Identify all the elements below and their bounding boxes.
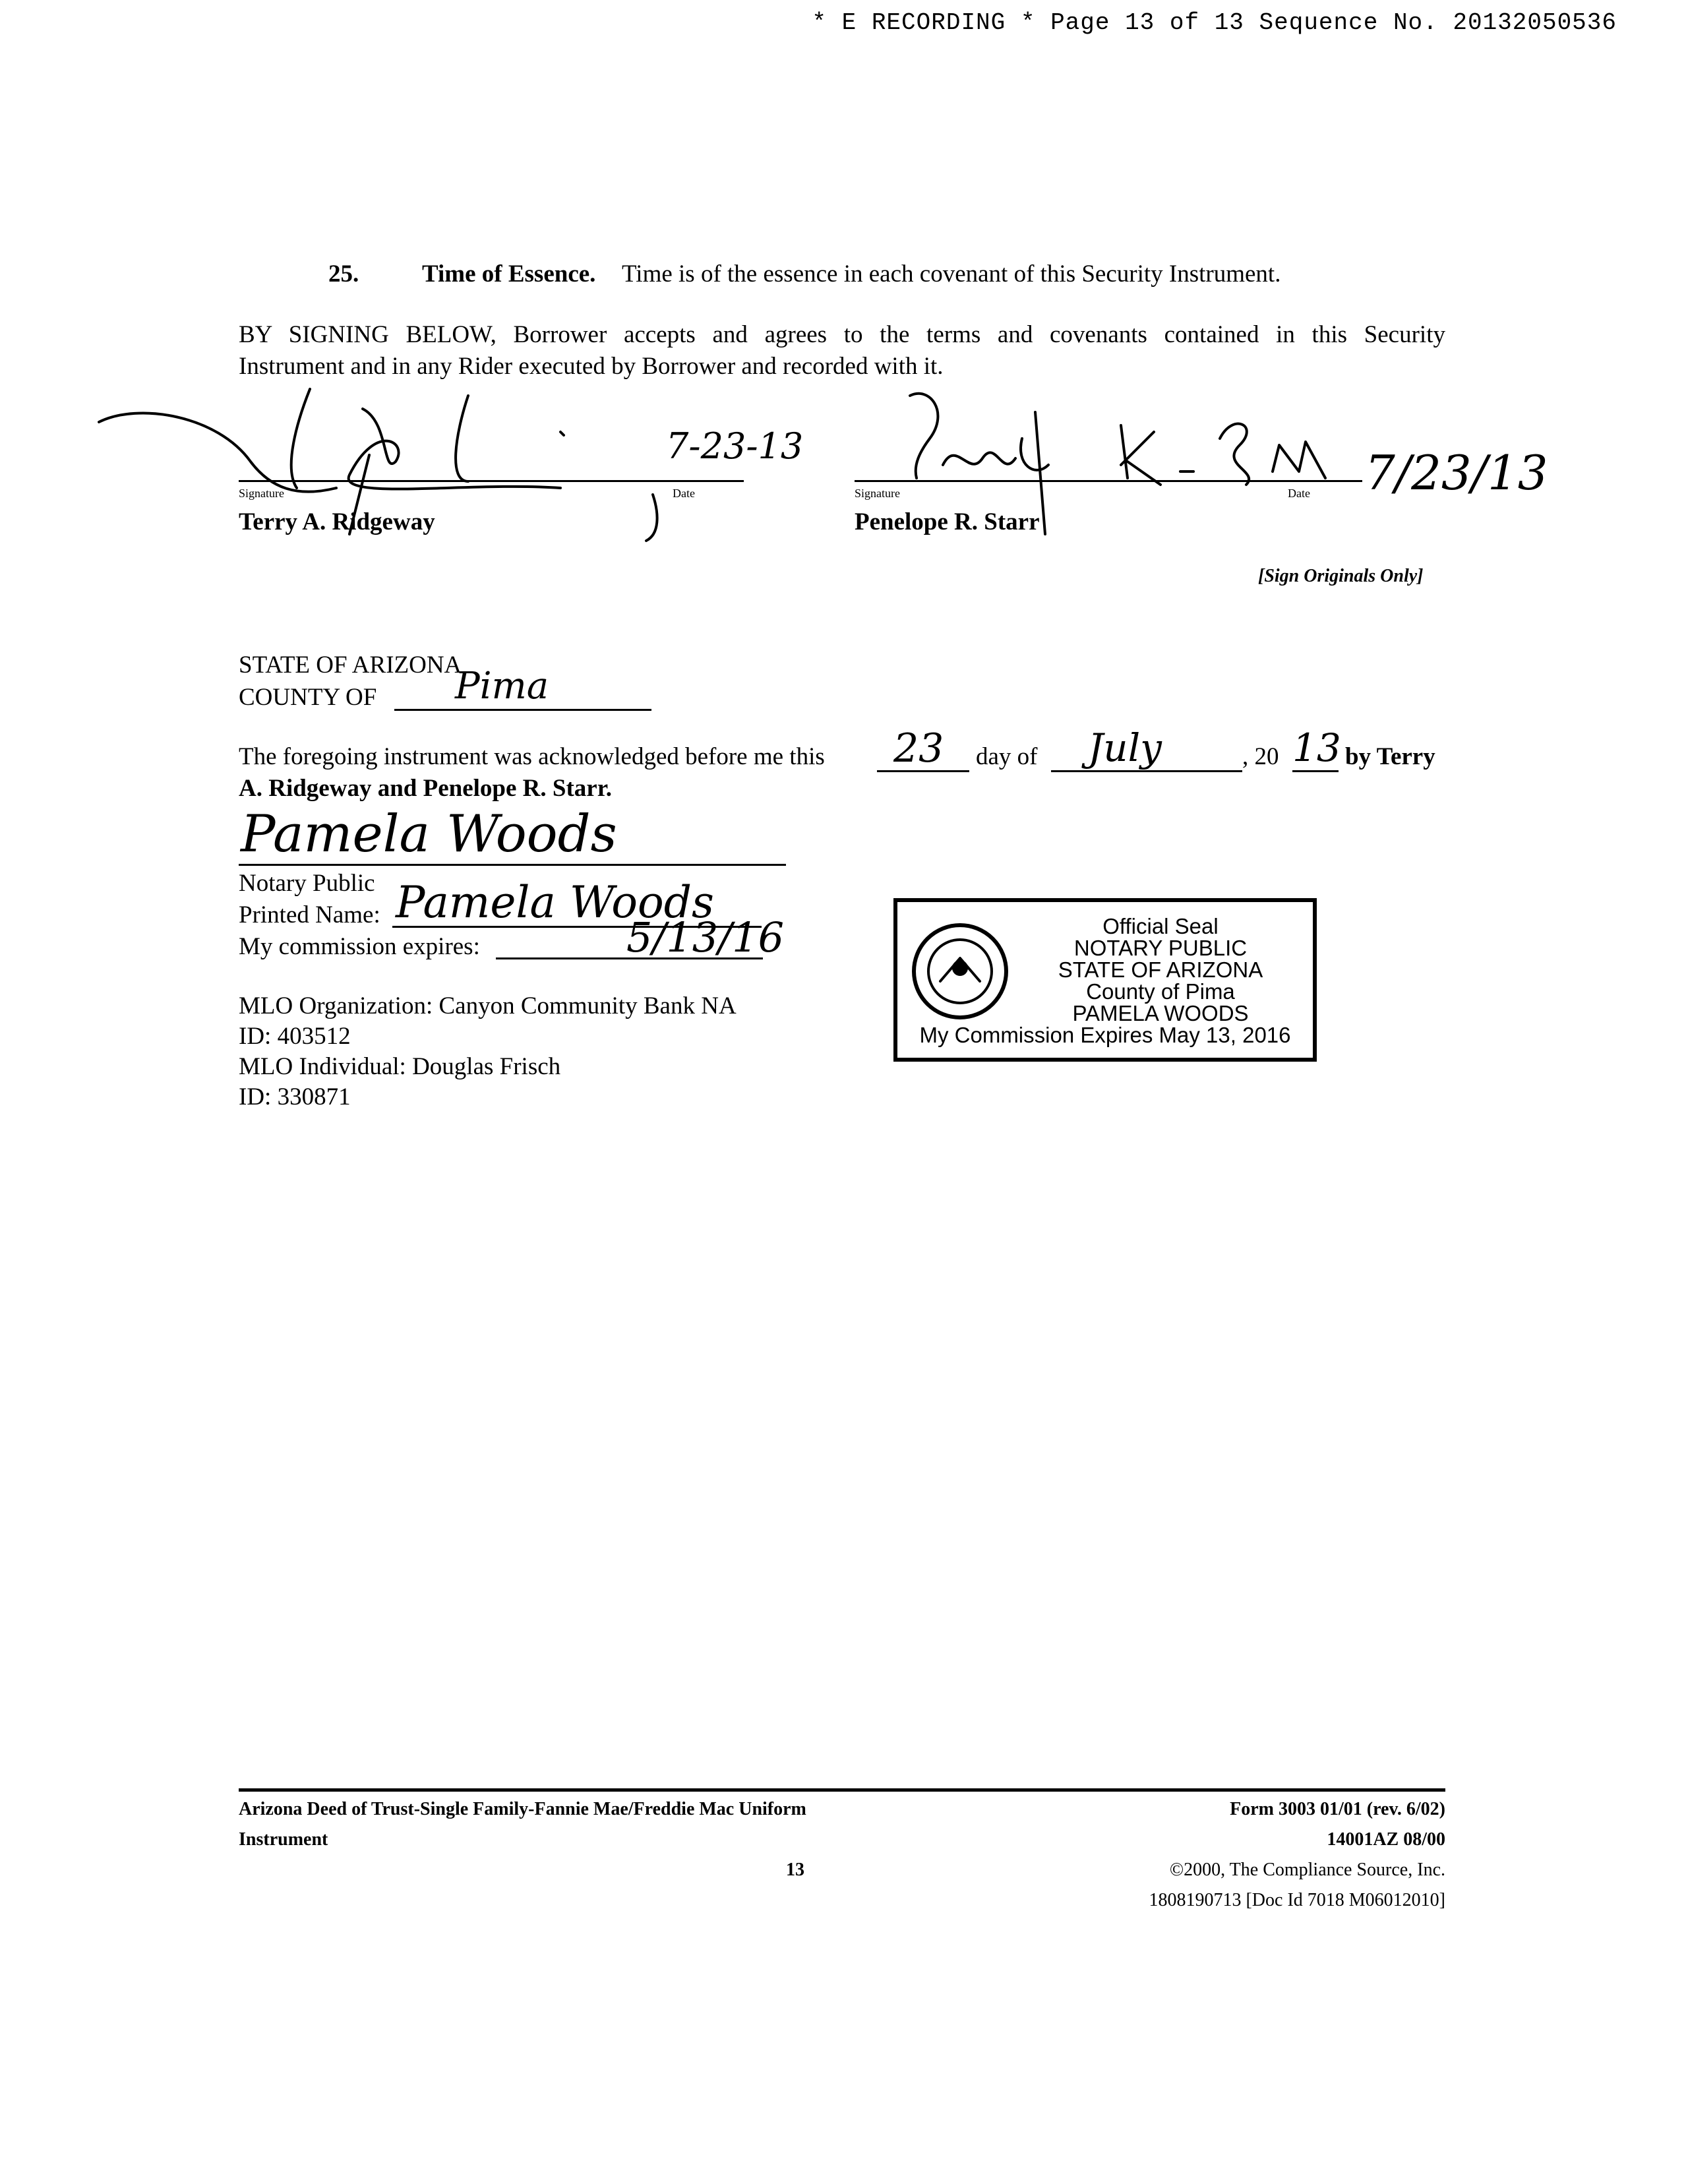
seal-line5: PAMELA WOODS	[1072, 1001, 1249, 1025]
printed-name-label: Printed Name:	[239, 901, 380, 928]
commission-label: My commission expires:	[239, 933, 480, 960]
mlo-individual-id: ID: 330871	[239, 1083, 351, 1110]
seal-line3: STATE OF ARIZONA	[1058, 957, 1263, 982]
state-line: STATE OF ARIZONA	[239, 652, 462, 679]
section-heading: Time of Essence.	[422, 260, 596, 288]
ack-year-prefix: , 20	[1242, 743, 1279, 770]
footer-left-line2: Instrument	[239, 1829, 328, 1850]
notary-seal-stamp	[893, 898, 1317, 1062]
date-label-left: Date	[673, 487, 695, 500]
ack-day-handwritten: 23	[893, 725, 944, 772]
signature-label-left: Signature	[239, 487, 284, 500]
notary-signature-handwritten: Pamela Woods	[241, 804, 617, 864]
county-line	[394, 709, 651, 711]
footer-left-line1: Arizona Deed of Trust-Single Family-Fannie Mae/Freddie Mac Uniform	[239, 1799, 806, 1819]
signer-name-right: Penelope R. Starr	[855, 508, 1040, 535]
mlo-org-id: ID: 403512	[239, 1023, 351, 1050]
commission-handwritten: 5/13/16	[626, 913, 785, 961]
arizona-state-seal-icon	[911, 922, 1010, 1021]
section-number: 25.	[328, 260, 359, 288]
footer-doc-id: 1808190713 [Doc Id 7018 M06012010]	[1149, 1890, 1445, 1910]
date-label-right: Date	[1288, 487, 1310, 500]
footer-copyright: ©2000, The Compliance Source, Inc.	[1169, 1860, 1445, 1880]
ack-month-line	[1051, 770, 1242, 772]
seal-line1: Official Seal	[1102, 914, 1219, 938]
signature-penelope-starr	[903, 386, 1339, 537]
footer-form-number: Form 3003 01/01 (rev. 6/02)	[1230, 1799, 1445, 1819]
recording-header: * E RECORDING * Page 13 of 13 Sequence No. 20132050536	[812, 9, 1617, 36]
section-text: Time is of the essence in each covenant of this Security Instrument.	[622, 260, 1281, 288]
signing-statement-line2: Instrument and in any Rider executed by Borrower and recorded with it.	[239, 353, 944, 380]
seal-line4: County of Pima	[1086, 979, 1235, 1004]
notary-public-label: Notary Public	[239, 870, 375, 897]
ack-day-of: day of	[976, 743, 1038, 770]
county-label: COUNTY OF	[239, 684, 377, 711]
signing-statement-line1: BY SIGNING BELOW, Borrower accepts and agrees to the terms and covenants contained in this Security	[239, 321, 1445, 348]
sign-originals-note: [Sign Originals Only]	[1258, 566, 1424, 586]
page-number: 13	[786, 1860, 804, 1880]
signature-label-right: Signature	[855, 487, 900, 500]
ack-year-handwritten: 13	[1292, 725, 1341, 770]
ack-names: A. Ridgeway and Penelope R. Starr.	[239, 775, 612, 802]
mlo-organization: MLO Organization: Canyon Community Bank NA	[239, 992, 737, 1019]
signature-terry-ridgeway	[99, 382, 692, 541]
notary-signature-line	[239, 864, 786, 866]
ack-prefix: The foregoing instrument was acknowledged before me this	[239, 743, 825, 770]
county-handwritten: Pima	[455, 665, 549, 708]
ack-by: by Terry	[1345, 743, 1435, 770]
signer-name-left: Terry A. Ridgeway	[239, 508, 435, 535]
mlo-individual: MLO Individual: Douglas Frisch	[239, 1053, 561, 1080]
footer-rule	[239, 1788, 1445, 1792]
ack-month-handwritten: July	[1088, 725, 1162, 770]
seal-line6: My Commission Expires May 13, 2016	[919, 1023, 1291, 1047]
footer-form-code: 14001AZ 08/00	[1327, 1829, 1445, 1850]
seal-line2: NOTARY PUBLIC	[1073, 936, 1248, 960]
ack-year-line	[1292, 770, 1339, 772]
printed-name-handwritten: Pamela Woods	[396, 877, 714, 928]
handwritten-date-left: 7-23-13	[666, 425, 804, 467]
handwritten-date-right: 7/23/13	[1365, 445, 1548, 501]
